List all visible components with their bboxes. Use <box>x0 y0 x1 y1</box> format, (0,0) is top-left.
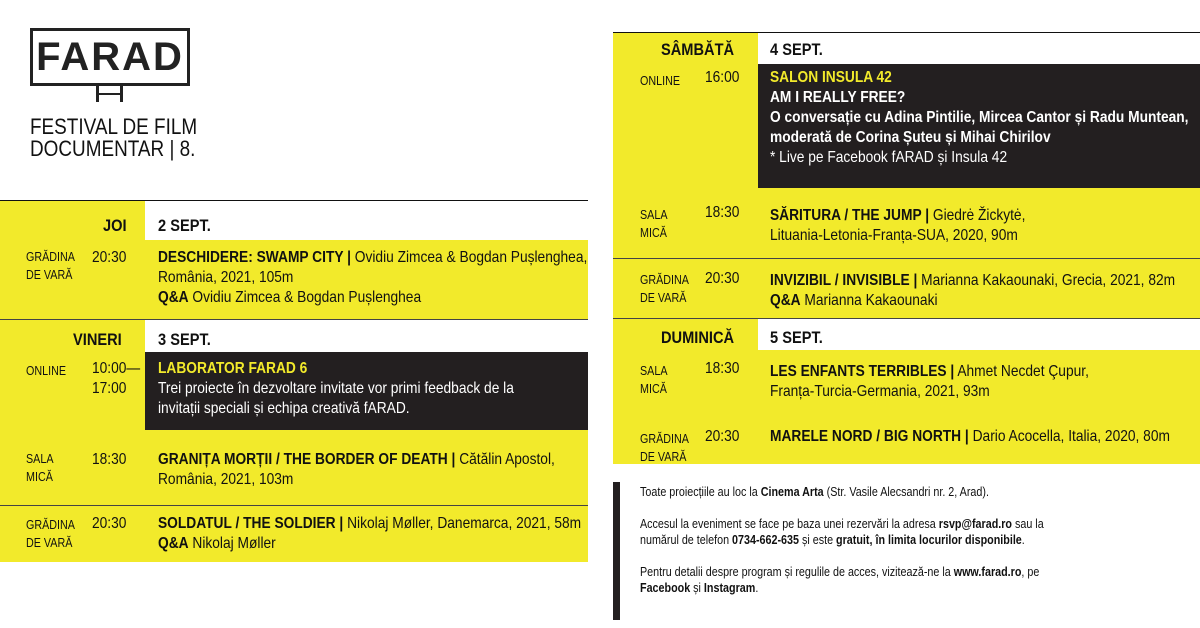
day-label-duminica: DUMINICĂ <box>661 328 735 347</box>
date-sambata: 4 SEPT. <box>770 40 823 59</box>
festival-line1: FESTIVAL DE FILM <box>30 114 198 139</box>
facebook-link[interactable]: Facebook <box>640 581 691 595</box>
time: 16:00 <box>705 69 740 86</box>
venue: GRĂDINA DE VARĂ <box>640 273 689 305</box>
logo-tick-bar <box>96 93 123 95</box>
venue: ONLINE <box>26 364 67 378</box>
event-desc: SOLDATUL / THE SOLDIER | Nikolaj Møller, Danemarca, 2021, 58m Q&A Nikolaj Møller <box>158 515 582 552</box>
venue: GRĂDINA DE VARĂ <box>26 518 75 550</box>
event-desc: LABORATOR FARAD 6 Trei proiecte în dezvoltare invitate vor primi feedback de la invitații speciali și echipa creativă fARAD. <box>158 360 514 417</box>
time: 18:30 <box>92 451 127 468</box>
venue: SALA MICĂ <box>26 452 54 484</box>
event-desc: DESCHIDERE: SWAMP CITY | Ovidiu Zimcea & Bogdan Pușlenghea, România, 2021, 105m Q&A Ovidiu Zimcea & Bogdan Pușlenghea <box>158 249 588 306</box>
time: 18:30 <box>705 204 740 221</box>
email-link[interactable]: rsvp@farad.ro <box>938 517 1013 531</box>
instagram-link[interactable]: Instagram <box>703 581 756 595</box>
time: 20:30 <box>705 428 740 445</box>
event-desc: INVIZIBIL / INVISIBLE | Marianna Kakaounaki, Grecia, 2021, 82m Q&A Marianna Kakaounaki <box>770 272 1176 309</box>
date-joi: 2 SEPT. <box>158 216 211 235</box>
venue: SALA MICĂ <box>640 208 668 240</box>
day-label-sambata: SÂMBĂTĂ <box>661 40 735 59</box>
event-desc: LES ENFANTS TERRIBLES | Ahmet Necdet Çupur, Franța-Turcia-Germania, 2021, 93m <box>770 363 1089 400</box>
event-desc: SĂRITURA / THE JUMP | Giedrė Žickytė, Lituania-Letonia-Franța-SUA, 2020, 90m <box>770 207 1026 244</box>
website-link[interactable]: www.farad.ro <box>953 565 1022 579</box>
divider <box>0 200 588 201</box>
date-duminica: 5 SEPT. <box>770 328 823 347</box>
venue: SALA MICĂ <box>640 364 668 396</box>
day-label-joi: JOI <box>102 216 127 235</box>
farad-logo <box>30 28 190 86</box>
venue: ONLINE <box>640 74 681 88</box>
festival-title <box>30 116 224 160</box>
festival-line2: DOCUMENTAR | 8. <box>30 136 196 161</box>
footer-info: Toate proiecțiile au loc la Cinema Arta (Str. Vasile Alecsandri nr. 2, Arad). Accesul la eveniment se face pe baza unei rezervări la adresa rsvp@farad.ro sau la numărul de telefon 0734-662-635 și este gratuit, în limita locurilor disponibile. Pentru detalii despre program și regulile de acces, vizitează-ne la www.farad.ro, pe Facebook și Instagram. <box>640 485 1044 595</box>
event-desc: GRANIȚA MORȚII / THE BORDER OF DEATH | Cătălin Apostol, România, 2021, 103m <box>158 451 555 488</box>
date-vineri: 3 SEPT. <box>158 330 211 349</box>
venue: GRĂDINA DE VARĂ <box>26 250 75 282</box>
divider <box>613 32 1200 33</box>
time: 20:30 <box>92 249 127 266</box>
event-desc: MARELE NORD / BIG NORTH | Dario Acocella, Italia, 2020, 80m <box>770 428 1170 445</box>
time: 18:30 <box>705 360 740 377</box>
event-desc: SALON INSULA 42 AM I REALLY FREE? O conversație cu Adina Pintilie, Mircea Cantor și Radu Muntean, moderată de Corina Șuteu și Mihai Chirilov * Live pe Facebook fARAD și Insula 42 <box>770 69 1189 166</box>
time: 10:00— 17:00 <box>92 360 141 397</box>
day-label-vineri: VINERI <box>73 330 123 349</box>
footer-bar <box>613 482 620 620</box>
time: 20:30 <box>705 270 740 287</box>
time: 20:30 <box>92 515 127 532</box>
logo-text: FARAD <box>36 35 184 79</box>
venue: GRĂDINA DE VARĂ <box>640 432 689 464</box>
